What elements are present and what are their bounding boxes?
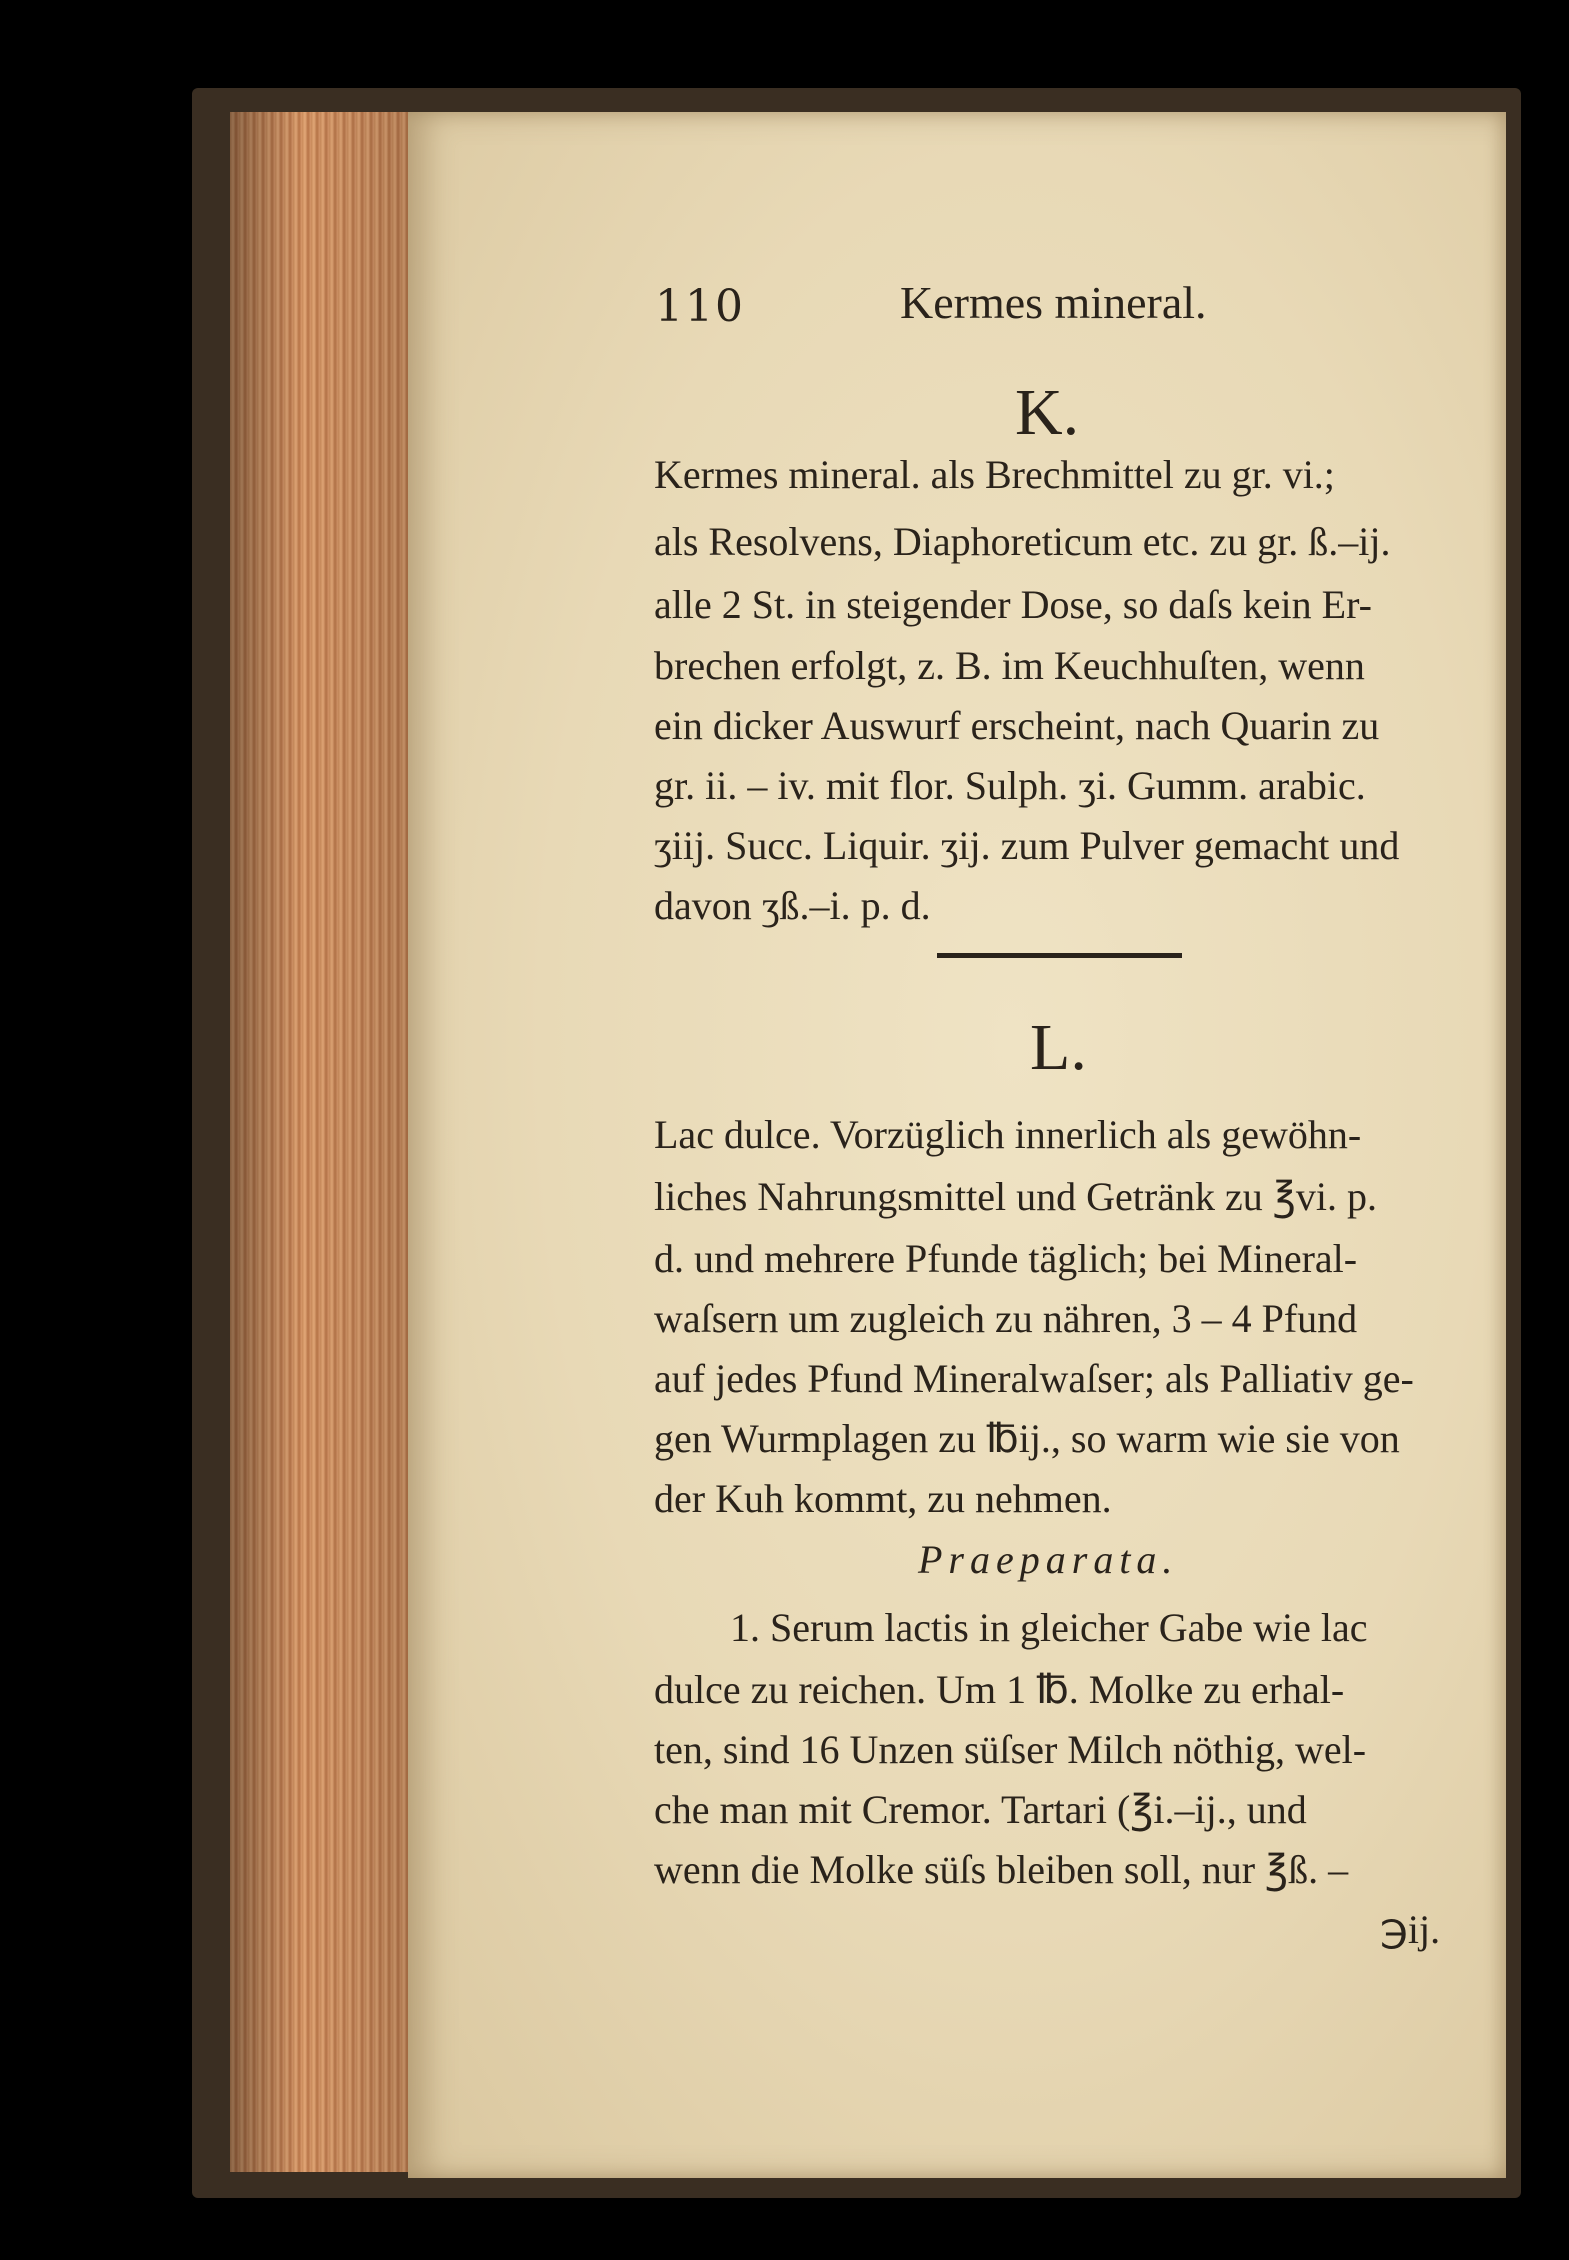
body-line: liches Nahrungsmittel und Getränk zu ℥vi. p. — [654, 1174, 1377, 1219]
body-line: auf jedes Pfund Mineralwaſser; als Palliativ ge- — [654, 1356, 1414, 1401]
body-line: davon ʒß.–i. p. d. — [654, 883, 931, 928]
section-letter-k: K. — [1015, 376, 1080, 449]
page-number: 110 — [655, 281, 745, 332]
body-line: wenn die Molke süſs bleiben soll, nur ℥ß. – — [654, 1847, 1349, 1892]
body-line: ten, sind 16 Unzen süſser Milch nöthig, wel- — [654, 1727, 1367, 1772]
page-edges-shadow — [230, 112, 410, 2172]
subheading-praeparata: Praeparata. — [918, 1537, 1179, 1582]
body-line: gr. ii. – iv. mit flor. Sulph. ʒi. Gumm. arabic. — [654, 763, 1366, 808]
body-line: 1. Serum lactis in gleicher Gabe wie lac — [730, 1605, 1368, 1650]
body-line: ʒiij. Succ. Liquir. ʒij. zum Pulver gemacht und — [654, 823, 1400, 868]
body-line: als Resolvens, Diaphoreticum etc. zu gr. ß.–ij. — [654, 519, 1391, 564]
section-letter-l: L. — [1030, 1011, 1087, 1084]
body-line: ein dicker Auswurf erscheint, nach Quarin zu — [654, 703, 1380, 748]
body-line: ℈ij. — [1380, 1907, 1441, 1952]
running-title: Kermes mineral. — [900, 277, 1207, 328]
body-line: Lac dulce. Vorzüglich innerlich als gewöhn- — [654, 1112, 1362, 1157]
body-line: d. und mehrere Pfunde täglich; bei Mineral- — [654, 1236, 1358, 1281]
body-line: dulce zu reichen. Um 1 ℔. Molke zu erhal- — [654, 1667, 1345, 1712]
body-line: der Kuh kommt, zu nehmen. — [654, 1476, 1112, 1521]
body-line: brechen erfolgt, z. B. im Keuchhuſten, wenn — [654, 643, 1365, 688]
section-divider — [937, 953, 1182, 958]
body-line: gen Wurmplagen zu ℔ij., so warm wie sie von — [654, 1416, 1400, 1461]
body-line: Kermes mineral. als Brechmittel zu gr. vi.; — [654, 452, 1335, 497]
body-line: waſsern um zugleich zu nähren, 3 – 4 Pfund — [654, 1296, 1358, 1341]
body-line: che man mit Cremor. Tartari (℥i.–ij., und — [654, 1787, 1307, 1832]
body-line: alle 2 St. in steigender Dose, so daſs kein Er- — [654, 582, 1372, 627]
